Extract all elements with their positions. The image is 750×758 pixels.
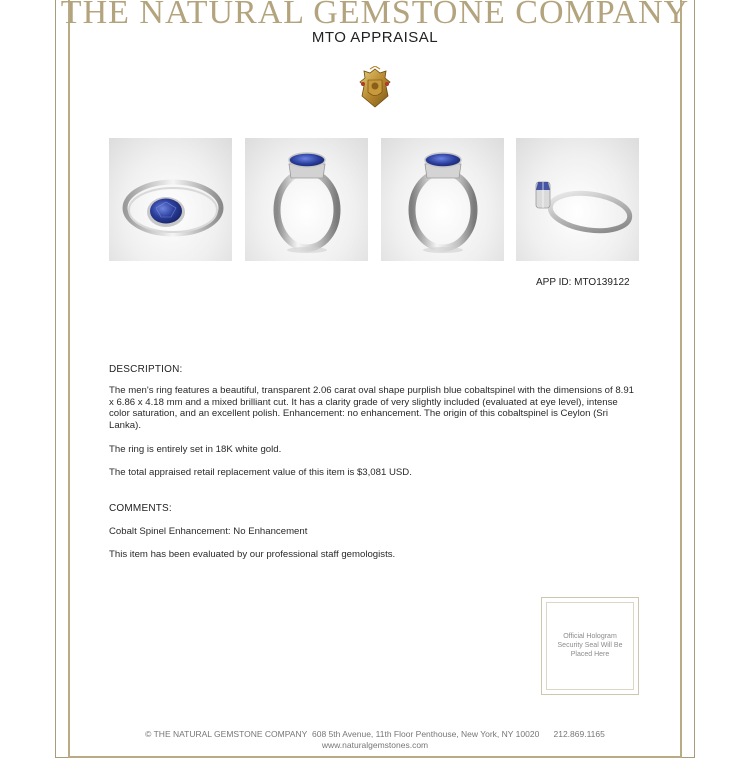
comments-heading: COMMENTS:: [109, 503, 172, 514]
description-heading: DESCRIPTION:: [109, 364, 183, 375]
evaluation-comment: This item has been evaluated by our professional staff gemologists.: [109, 549, 396, 560]
hologram-text: Official Hologram Security Seal Will Be Placed Here: [557, 633, 623, 658]
footer-phone: 212.869.1165: [553, 729, 605, 739]
gold-crest-icon: [356, 66, 394, 110]
footer-street: 608 5th Avenue, 11th Floor Penthouse, New York, NY 10020: [312, 729, 540, 739]
appraised-value-text: The total appraised retail replacement value of this item is $3,081 USD.: [109, 467, 412, 478]
setting-text: The ring is entirely set in 18K white gold.: [109, 444, 282, 455]
document-title: MTO APPRAISAL: [311, 29, 439, 46]
ring-photo-front: [245, 138, 368, 261]
ring-photo-side: [516, 138, 639, 261]
footer-company: © THE NATURAL GEMSTONE COMPANY: [145, 729, 308, 739]
enhancement-comment: Cobalt Spinel Enhancement: No Enhancement: [109, 526, 308, 537]
company-name: THE NATURAL GEMSTONE COMPANY: [60, 0, 690, 31]
ring-photo-angled: [109, 138, 232, 261]
footer-website[interactable]: www.naturalgemstones.com: [321, 740, 429, 750]
description-text: The men's ring features a beautiful, transparent 2.06 carat oval shape purplish blue cobaltspinel with the dimensions of 8.91 x 6.86 x 4.18 mm and a mixed brilliant cut. It has a clarity grade of very slightly included (evaluated at eye level), intense color saturation, and an excellent polish. Enhancement: no enhancement. The origin of this cobaltspinel is Ceylon (Sri Lanka).: [109, 385, 635, 431]
ring-photo-front-2: [381, 138, 504, 261]
footer-address: [0, 729, 750, 739]
appraisal-id: APP ID: MTO139122: [536, 277, 630, 288]
hologram-seal-placeholder: [541, 597, 639, 695]
